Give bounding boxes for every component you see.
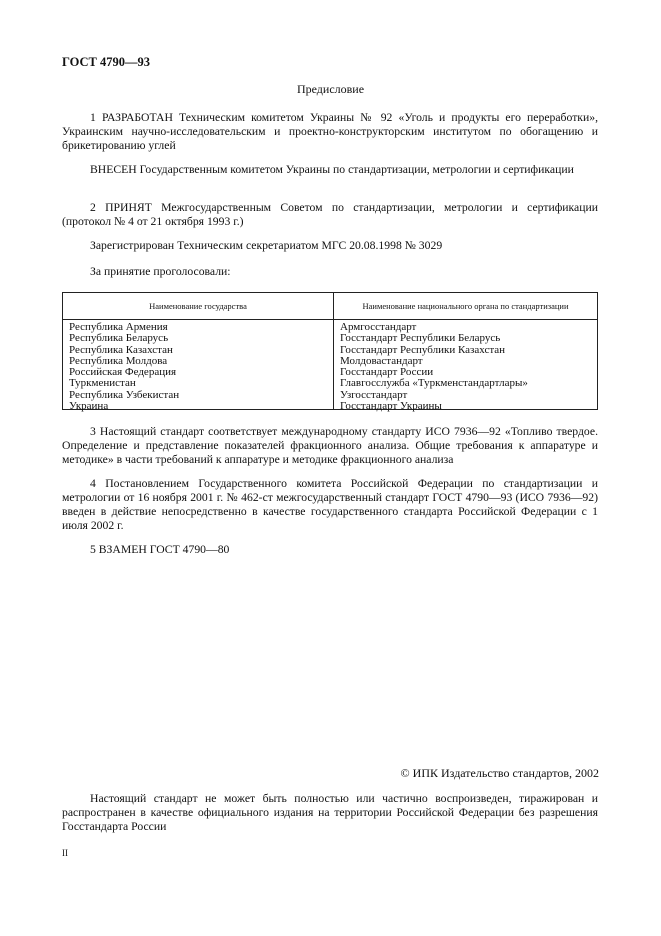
table-cell-body: Узгосстандарт bbox=[340, 388, 408, 401]
voting-table bbox=[62, 292, 598, 413]
table-cell-body: Госстандарт Украины bbox=[340, 400, 442, 413]
table-cell-state: Республика Армения bbox=[69, 321, 168, 333]
table-cell-state: Республика Беларусь bbox=[69, 332, 169, 345]
table-cell-state: Республика Узбекистан bbox=[69, 388, 180, 401]
table-header bbox=[63, 293, 597, 320]
paragraph-voted: За принятие проголосовали: bbox=[90, 265, 231, 278]
column-header-body: Наименование национального органа по стандартизации bbox=[362, 301, 569, 311]
reproduction-notice: Настоящий стандарт не может быть полностью или частично воспроизведен, тиражирован и распространен в качестве официального издания на территории Российской Федерации без разрешения Госстандарта России bbox=[62, 792, 598, 833]
paragraph-registered: Зарегистрирован Техническим секретариатом МГС 20.08.1998 № 3029 bbox=[90, 239, 443, 252]
table-cell-body: Главгосслужба «Туркменстандартлары» bbox=[340, 377, 528, 390]
paragraph-replaces: 5 ВЗАМЕН ГОСТ 4790—80 bbox=[90, 543, 230, 556]
column-divider bbox=[333, 293, 334, 409]
bodies-column bbox=[340, 322, 528, 412]
column-header-state: Наименование государства bbox=[149, 301, 247, 311]
table-cell-body: Молдовастандарт bbox=[340, 354, 423, 367]
table-cell-state: Украина bbox=[69, 400, 109, 413]
table-cell-state: Российская Федерация bbox=[69, 366, 177, 379]
paragraph-adopted: 2 ПРИНЯТ Межгосударственным Советом по стандартизации, метрологии и сертификации (протокол № 4 от 21 октября 1993 г.) bbox=[62, 201, 598, 228]
copyright-line: © ИПК Издательство стандартов, 2002 bbox=[400, 766, 599, 780]
table-cell-state: Туркменистан bbox=[69, 377, 136, 390]
paragraph-developed: 1 РАЗРАБОТАН Техническим комитетом Украины № 92 «Уголь и продукты его переработки», Украинским научно-исследовательским и проектно-конструкторским институтом по обогащению и брикетированию углей bbox=[62, 111, 598, 152]
table-cell-state: Республика Молдова bbox=[69, 354, 168, 367]
states-column bbox=[69, 322, 179, 412]
page-number: II bbox=[62, 848, 68, 858]
paragraph-conformity: 3 Настоящий стандарт соответствует международному стандарту ИСО 7936—92 «Топливо твердое. Определение и представление показателей фракционного анализа. Общие требования к аппаратуре и методике» в части требований к аппаратуре и методике фракционного анализа bbox=[62, 425, 598, 466]
standard-code: ГОСТ 4790—93 bbox=[62, 55, 151, 69]
paragraph-submitted: ВНЕСЕН Государственным комитетом Украины по стандартизации, метрологии и сертификации bbox=[90, 163, 574, 176]
table-cell-body: Госстандарт Республики Казахстан bbox=[340, 343, 506, 356]
table-cell-body: Госстандарт Республики Беларусь bbox=[340, 332, 501, 345]
page-title: Предисловие bbox=[296, 82, 365, 96]
paragraph-enacted: 4 Постановлением Государственного комитета Российской Федерации по стандартизации и метрологии от 16 ноября 2001 г. № 462-ст межгосударственный стандарт ГОСТ 4790—93 (ИСО 7936—92) введен в действие непосредственно в качестве государственного стандарта Российской Федерации с 1 июля 2002 г. bbox=[62, 477, 598, 532]
table-cell-body: Госстандарт России bbox=[340, 366, 434, 379]
table-cell-state: Республика Казахстан bbox=[69, 343, 173, 356]
table-cell-body: Армгосстандарт bbox=[340, 321, 417, 333]
